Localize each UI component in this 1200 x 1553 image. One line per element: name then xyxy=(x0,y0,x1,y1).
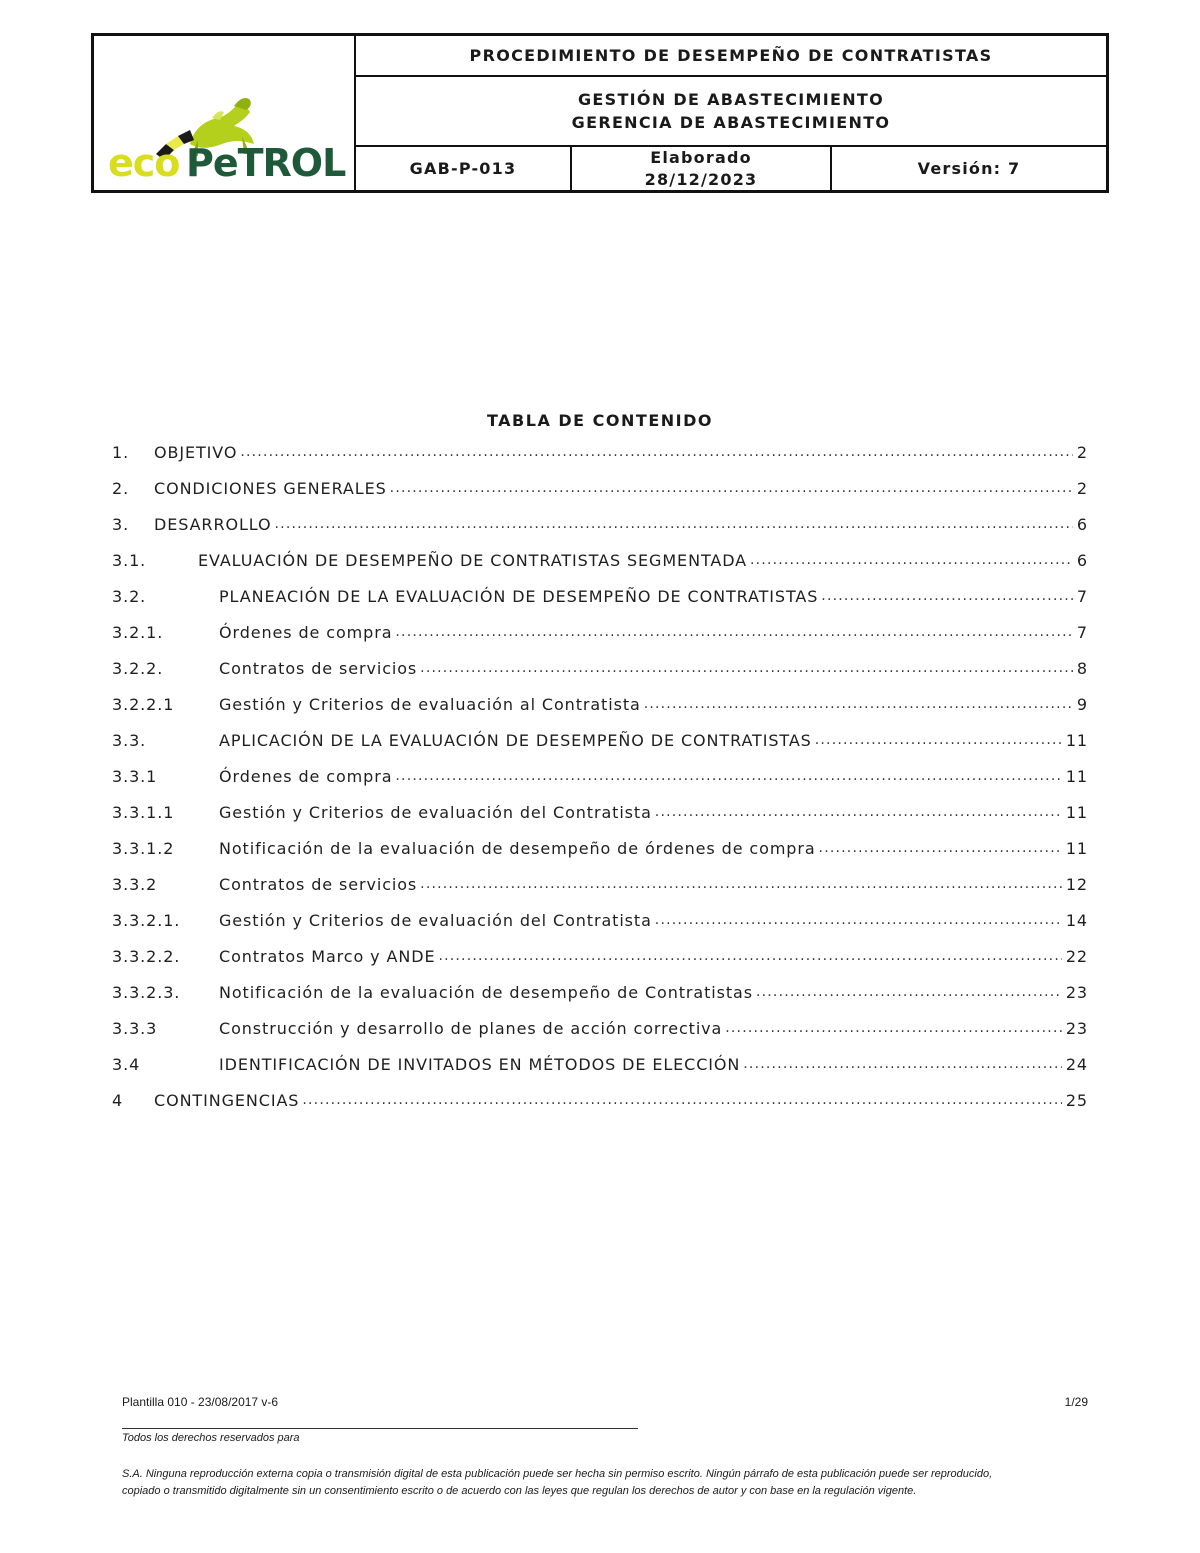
toc-leader-dots xyxy=(743,1046,1062,1082)
toc-entry[interactable] xyxy=(112,902,1088,938)
toc-entry[interactable] xyxy=(112,1010,1088,1046)
toc-entry-page: 12 xyxy=(1062,875,1088,894)
toc-entry[interactable] xyxy=(112,542,1088,578)
toc-entry[interactable] xyxy=(112,830,1088,866)
toc-entry[interactable] xyxy=(112,650,1088,686)
toc-leader-dots xyxy=(420,866,1062,902)
toc-entry[interactable] xyxy=(112,686,1088,722)
toc-entry-page: 24 xyxy=(1062,1055,1088,1074)
toc-entry-line xyxy=(154,434,1088,470)
toc-entry-label: Gestión y Criterios de evaluación del Contratista xyxy=(219,803,655,822)
toc-entry[interactable] xyxy=(112,722,1088,758)
document-title: PROCEDIMIENTO DE DESEMPEÑO DE CONTRATISTAS xyxy=(356,36,1106,77)
toc-entry-number: 3.3.1.2 xyxy=(112,838,175,858)
toc-leader-dots xyxy=(819,830,1062,866)
toc-leader-dots xyxy=(390,470,1073,506)
toc-entry-number: 3.2.2.1 xyxy=(112,694,175,714)
footer-legal-notice: S.A. Ninguna reproducción externa copia o transmisión digital de esta publicación puede ser hecha sin permiso escrito. Ningún párrafo de esta publicación puede ser reproducido, copiado o transmitido digitalmente sin un consentimiento escrito o de acuerdo con las leyes que regulan los derechos de autor y con base en la regulación vigente. xyxy=(122,1468,993,1497)
toc-leader-dots xyxy=(302,1082,1061,1118)
document-code: GAB-P-013 xyxy=(356,147,572,190)
toc-entry-page: 2 xyxy=(1073,443,1088,462)
toc-entry-line xyxy=(219,830,1088,866)
toc-entry[interactable] xyxy=(112,578,1088,614)
toc-entry-line xyxy=(154,506,1088,542)
toc-entry[interactable] xyxy=(112,1082,1088,1118)
toc-entry-page: 11 xyxy=(1062,803,1088,822)
toc-entry-number: 3.3.1 xyxy=(112,766,158,786)
toc-entry-number: 3.2.2. xyxy=(112,658,164,678)
document-meta-row xyxy=(356,147,1106,190)
toc-leader-dots xyxy=(644,686,1073,722)
document-header xyxy=(91,33,1109,193)
date-label: Elaborado xyxy=(650,147,752,167)
subtitle-line-2: GERENCIA DE ABASTECIMIENTO xyxy=(571,113,891,132)
toc-entry-number: 4 xyxy=(112,1090,124,1110)
toc-entry-number: 3.3.2.1. xyxy=(112,910,181,930)
toc-entry-number: 3.3.1.1 xyxy=(112,802,175,822)
toc-entry-label: CONDICIONES GENERALES xyxy=(154,479,390,498)
toc-entry-number: 3.2. xyxy=(112,586,147,606)
toc-entry-line xyxy=(219,794,1088,830)
document-date xyxy=(572,147,832,190)
footer-divider xyxy=(122,1428,638,1429)
subtitle-line-1: GESTIÓN DE ABASTECIMIENTO xyxy=(577,90,885,109)
toc-entry[interactable] xyxy=(112,758,1088,794)
toc-entry-page: 8 xyxy=(1073,659,1088,678)
toc-entry-number: 3.3. xyxy=(112,730,147,750)
toc-entry-label: PLANEACIÓN DE LA EVALUACIÓN DE DESEMPEÑO DE CONTRATISTAS xyxy=(219,587,821,606)
toc-entry-number: 3.3.3 xyxy=(112,1018,158,1038)
toc-entry-label: EVALUACIÓN DE DESEMPEÑO DE CONTRATISTAS SEGMENTADA xyxy=(198,551,750,570)
toc-entry-page: 7 xyxy=(1073,587,1088,606)
toc-entry-line xyxy=(219,578,1088,614)
footer-template: Plantilla 010 - 23/08/2017 v-6 xyxy=(122,1395,279,1409)
toc-entry[interactable] xyxy=(112,614,1088,650)
toc-leader-dots xyxy=(438,938,1061,974)
toc-entry-page: 22 xyxy=(1062,947,1088,966)
toc-entry[interactable] xyxy=(112,434,1088,470)
toc-leader-dots xyxy=(750,542,1073,578)
iguana-logo-icon xyxy=(94,36,354,190)
toc-entry-label: Notificación de la evaluación de desempeño de órdenes de compra xyxy=(219,839,819,858)
toc-entry-label: Construcción y desarrollo de planes de acción correctiva xyxy=(219,1019,725,1038)
toc-entry-number: 3.1. xyxy=(112,550,147,570)
toc-entry[interactable] xyxy=(112,1046,1088,1082)
toc-entry-line xyxy=(198,542,1088,578)
toc-entry-label: CONTINGENCIAS xyxy=(154,1091,302,1110)
table-of-contents xyxy=(112,434,1088,1118)
toc-title: TABLA DE CONTENIDO xyxy=(487,411,713,430)
toc-leader-dots xyxy=(420,650,1073,686)
toc-entry[interactable] xyxy=(112,506,1088,542)
toc-entry-page: 2 xyxy=(1073,479,1088,498)
toc-entry-page: 11 xyxy=(1062,839,1088,858)
toc-entry-label: DESARROLLO xyxy=(154,515,275,534)
toc-entry-line xyxy=(219,650,1088,686)
toc-entry-line xyxy=(219,866,1088,902)
toc-entry-page: 14 xyxy=(1062,911,1088,930)
toc-entry-number: 2. xyxy=(112,478,130,498)
toc-leader-dots xyxy=(815,722,1062,758)
toc-entry-label: OBJETIVO xyxy=(154,443,240,462)
toc-entry-line xyxy=(219,902,1088,938)
toc-entry-page: 23 xyxy=(1062,1019,1088,1038)
toc-entry-line xyxy=(219,1010,1088,1046)
toc-entry-page: 6 xyxy=(1073,515,1088,534)
toc-entry-number: 1. xyxy=(112,442,130,462)
toc-entry-label: Gestión y Criterios de evaluación del Contratista xyxy=(219,911,655,930)
toc-entry-label: Órdenes de compra xyxy=(219,767,395,786)
toc-entry-page: 23 xyxy=(1062,983,1088,1002)
footer-page-number: 1/29 xyxy=(1064,1395,1088,1409)
company-logo xyxy=(94,36,356,190)
toc-leader-dots xyxy=(756,974,1062,1010)
toc-entry-line xyxy=(154,1082,1088,1118)
toc-entry-page: 11 xyxy=(1062,767,1088,786)
toc-entry-number: 3.4 xyxy=(112,1054,141,1074)
toc-entry-number: 3.2.1. xyxy=(112,622,164,642)
date-value: 28/12/2023 xyxy=(644,169,758,189)
toc-entry-label: APLICACIÓN DE LA EVALUACIÓN DE DESEMPEÑO DE CONTRATISTAS xyxy=(219,731,815,750)
toc-entry-line xyxy=(219,974,1088,1010)
toc-entry-label: Gestión y Criterios de evaluación al Contratista xyxy=(219,695,644,714)
toc-entry-line xyxy=(219,1046,1088,1082)
toc-entry-number: 3.3.2.3. xyxy=(112,982,181,1002)
toc-entry-line xyxy=(219,686,1088,722)
toc-entry-line xyxy=(219,722,1088,758)
toc-entry[interactable] xyxy=(112,938,1088,974)
footer-rights: Todos los derechos reservados para xyxy=(122,1432,300,1444)
toc-leader-dots xyxy=(395,758,1061,794)
toc-entry-line xyxy=(219,938,1088,974)
toc-leader-dots xyxy=(655,794,1062,830)
toc-entry-label: Contratos de servicios xyxy=(219,875,420,894)
toc-leader-dots xyxy=(275,506,1073,542)
toc-leader-dots xyxy=(725,1010,1062,1046)
toc-leader-dots xyxy=(655,902,1062,938)
toc-entry-page: 9 xyxy=(1073,695,1088,714)
toc-entry-label: Contratos Marco y ANDE xyxy=(219,947,438,966)
svg-text:PeTROL: PeTROL xyxy=(186,141,346,185)
toc-entry-line xyxy=(219,758,1088,794)
toc-entry-label: Contratos de servicios xyxy=(219,659,420,678)
toc-entry-page: 11 xyxy=(1062,731,1088,750)
toc-entry[interactable] xyxy=(112,974,1088,1010)
toc-entry-label: IDENTIFICACIÓN DE INVITADOS EN MÉTODOS DE ELECCIÓN xyxy=(219,1055,743,1074)
toc-entry-page: 7 xyxy=(1073,623,1088,642)
document-subtitle xyxy=(356,77,1106,147)
toc-leader-dots xyxy=(821,578,1073,614)
toc-entry-line xyxy=(154,470,1088,506)
toc-entry-page: 25 xyxy=(1062,1091,1088,1110)
toc-entry-label: Notificación de la evaluación de desempeño de Contratistas xyxy=(219,983,756,1002)
toc-entry[interactable] xyxy=(112,794,1088,830)
toc-entry-number: 3.3.2 xyxy=(112,874,158,894)
toc-entry-label: Órdenes de compra xyxy=(219,623,395,642)
toc-entry-number: 3. xyxy=(112,514,130,534)
toc-entry-line xyxy=(219,614,1088,650)
toc-entry-number: 3.3.2.2. xyxy=(112,946,181,966)
toc-entry-page: 6 xyxy=(1073,551,1088,570)
svg-text:eco: eco xyxy=(108,141,180,185)
toc-entry[interactable] xyxy=(112,470,1088,506)
toc-leader-dots xyxy=(240,434,1073,470)
toc-entry[interactable] xyxy=(112,866,1088,902)
document-version: Versión: 7 xyxy=(917,158,1021,178)
toc-leader-dots xyxy=(395,614,1073,650)
